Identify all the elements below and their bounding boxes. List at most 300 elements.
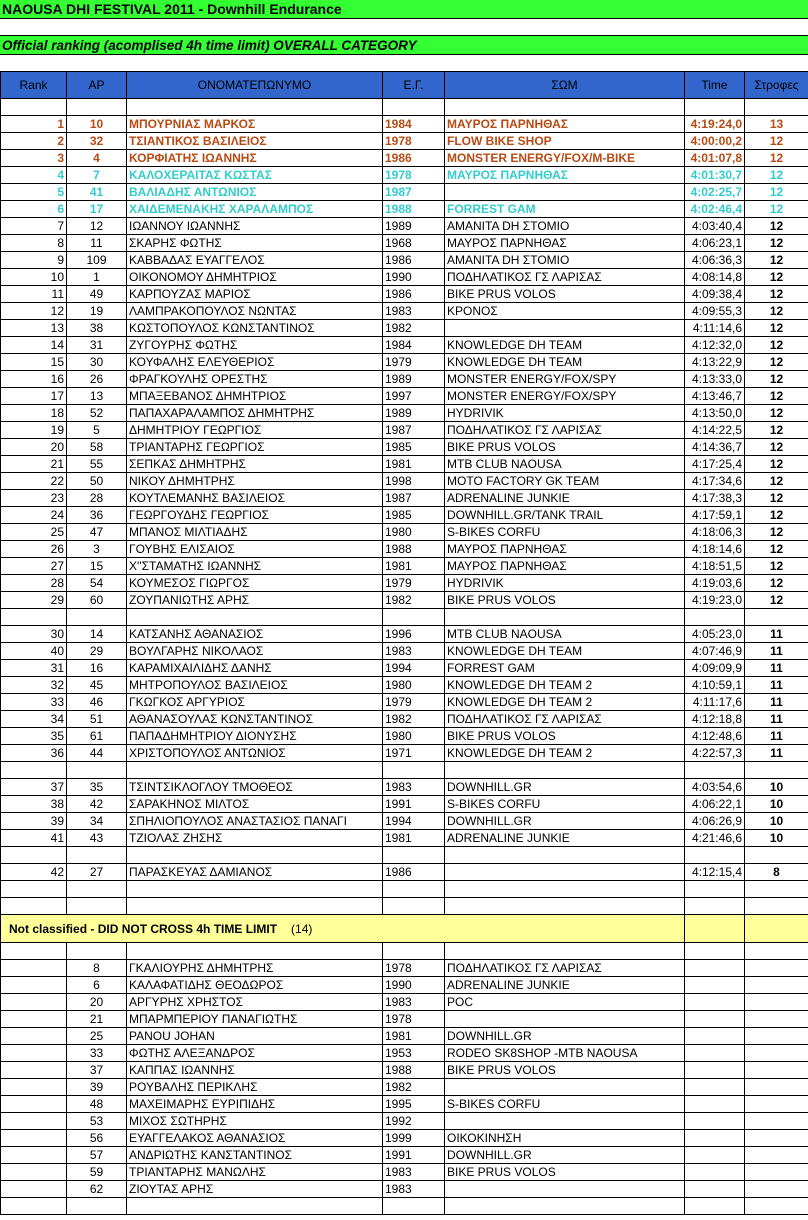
empty-cell	[383, 1198, 445, 1215]
table-row	[1, 660, 808, 677]
name-cell: ΣΚΑΡΗΣ ΦΩΤΗΣ	[127, 235, 383, 252]
empty-cell	[745, 898, 808, 915]
table-row	[1, 439, 808, 456]
number-cell: 55	[67, 456, 127, 473]
table-row	[1, 1028, 808, 1045]
laps-cell: 12	[745, 558, 808, 575]
number-cell: 30	[67, 354, 127, 371]
rank-cell: 3	[1, 150, 67, 167]
empty-cell	[383, 881, 445, 898]
name-cell: ΡΟΥΒΑΛΗΣ ΠΕΡΙΚΛΗΣ	[127, 1079, 383, 1096]
table-row	[1, 422, 808, 439]
table-row	[1, 218, 808, 235]
empty-cell	[127, 847, 383, 864]
time-cell: 4:17:38,3	[685, 490, 745, 507]
table-row	[1, 541, 808, 558]
rank-cell: 29	[1, 592, 67, 609]
number-cell: 34	[67, 813, 127, 830]
table-row	[1, 813, 808, 830]
team-cell: ΜΑΥΡΟΣ ΠΑΡΝΗΘΑΣ	[445, 235, 685, 252]
number-cell: 37	[67, 1062, 127, 1079]
rank-cell: 19	[1, 422, 67, 439]
rank-cell: 40	[1, 643, 67, 660]
name-cell: ΚΟΥΦΑΛΗΣ ΕΛΕΥΘΕΡΙΟΣ	[127, 354, 383, 371]
laps-cell: 12	[745, 371, 808, 388]
laps-cell: 12	[745, 286, 808, 303]
name-cell: ΦΩΤΗΣ ΑΛΕΞΑΝΔΡΟΣ	[127, 1045, 383, 1062]
name-cell: ΜΠΑΝΟΣ ΜΙΛΤΙΑΔΗΣ	[127, 524, 383, 541]
year-cell: 1981	[383, 558, 445, 575]
rank-cell	[1, 1164, 67, 1181]
laps-cell: 12	[745, 354, 808, 371]
empty-cell	[1, 943, 67, 960]
rank-cell: 11	[1, 286, 67, 303]
empty-cell	[745, 881, 808, 898]
number-cell: 48	[67, 1096, 127, 1113]
table-row	[1, 269, 808, 286]
time-cell: 4:13:22,9	[685, 354, 745, 371]
laps-cell: 11	[745, 728, 808, 745]
laps-cell: 12	[745, 473, 808, 490]
year-cell: 1982	[383, 320, 445, 337]
table-row	[1, 167, 808, 184]
rank-cell: 5	[1, 184, 67, 201]
year-cell: 1991	[383, 796, 445, 813]
rank-cell: 37	[1, 779, 67, 796]
number-cell: 7	[67, 167, 127, 184]
laps-cell	[745, 1130, 808, 1147]
team-cell: POC	[445, 994, 685, 1011]
rank-cell: 9	[1, 252, 67, 269]
name-cell: ΜΑΧΕΙΜΑΡΗΣ ΕΥΡΙΠΙΔΗΣ	[127, 1096, 383, 1113]
rank-cell: 17	[1, 388, 67, 405]
time-cell: 4:17:25,4	[685, 456, 745, 473]
rank-cell: 30	[1, 626, 67, 643]
team-cell: MOTO FACTORY GK TEAM	[445, 473, 685, 490]
team-cell	[445, 184, 685, 201]
empty-cell	[1, 847, 67, 864]
header-year: Ε.Γ.	[383, 72, 445, 99]
table-row	[1, 252, 808, 269]
table-row	[1, 994, 808, 1011]
page-subtitle: Official ranking (acomplised 4h time limit) OVERALL CATEGORY	[0, 35, 808, 55]
empty-cell	[1, 762, 67, 779]
name-cell: ΦΡΑΓΚΟΥΛΗΣ ΟΡΕΣΤΗΣ	[127, 371, 383, 388]
name-cell: ΚΑΛΑΦΑΤΙΔΗΣ ΘΕΟΔΩΡΟΣ	[127, 977, 383, 994]
name-cell: ΣΑΡΑΚΗΝΟΣ ΜΙΛΤΟΣ	[127, 796, 383, 813]
year-cell: 1988	[383, 1062, 445, 1079]
rank-cell: 10	[1, 269, 67, 286]
table-row	[1, 779, 808, 796]
number-cell: 45	[67, 677, 127, 694]
number-cell: 50	[67, 473, 127, 490]
team-cell: MONSTER ENERGY/FOX/SPY	[445, 371, 685, 388]
name-cell: ΣΕΠΚΑΣ ΔΗΜΗΤΡΗΣ	[127, 456, 383, 473]
laps-cell: 11	[745, 711, 808, 728]
laps-cell: 10	[745, 796, 808, 813]
year-cell: 1983	[383, 303, 445, 320]
name-cell: ΓΚΑΛΙΟΥΡΗΣ ΔΗΜΗΤΡΗΣ	[127, 960, 383, 977]
name-cell: ΑΡΓΥΡΗΣ ΧΡΗΣΤΟΣ	[127, 994, 383, 1011]
rank-cell: 25	[1, 524, 67, 541]
team-cell: KNOWLEDGE DH TEAM 2	[445, 745, 685, 762]
time-cell	[685, 1147, 745, 1164]
empty-cell	[745, 762, 808, 779]
table-row	[1, 1130, 808, 1147]
time-cell: 4:17:34,6	[685, 473, 745, 490]
rank-cell: 1	[1, 116, 67, 133]
table-row	[1, 558, 808, 575]
table-row	[1, 694, 808, 711]
time-cell	[685, 994, 745, 1011]
laps-cell: 10	[745, 830, 808, 847]
team-cell: RODEO SK8SHOP -MTB NAOUSA	[445, 1045, 685, 1062]
number-cell: 20	[67, 994, 127, 1011]
empty-cell	[67, 1198, 127, 1215]
laps-cell: 11	[745, 677, 808, 694]
empty-cell	[383, 943, 445, 960]
table-row	[1, 1062, 808, 1079]
number-cell: 27	[67, 864, 127, 881]
number-cell: 21	[67, 1011, 127, 1028]
number-cell: 17	[67, 201, 127, 218]
laps-cell: 12	[745, 150, 808, 167]
empty-cell	[445, 847, 685, 864]
empty-cell	[1, 898, 67, 915]
team-cell: DOWNHILL.GR	[445, 779, 685, 796]
number-cell: 26	[67, 371, 127, 388]
table-row	[1, 201, 808, 218]
team-cell: BIKE PRUS VOLOS	[445, 728, 685, 745]
rank-cell: 13	[1, 320, 67, 337]
year-cell: 1983	[383, 1164, 445, 1181]
empty-cell	[745, 847, 808, 864]
laps-cell: 11	[745, 660, 808, 677]
time-cell: 4:06:26,9	[685, 813, 745, 830]
laps-cell: 8	[745, 864, 808, 881]
name-cell: ΓΚΩΓΚΟΣ ΑΡΓΥΡΙΟΣ	[127, 694, 383, 711]
laps-cell: 12	[745, 269, 808, 286]
time-cell: 4:18:14,6	[685, 541, 745, 558]
name-cell: ΖΙΟΥΤΑΣ ΑΡΗΣ	[127, 1181, 383, 1198]
team-cell: ΑΜΑΝΙΤΑ DH ΣΤΟΜΙΟ	[445, 218, 685, 235]
year-cell: 1978	[383, 960, 445, 977]
rank-cell: 28	[1, 575, 67, 592]
table-row	[1, 1147, 808, 1164]
team-cell: HYDRIVIK	[445, 405, 685, 422]
rank-cell: 7	[1, 218, 67, 235]
year-cell: 1979	[383, 354, 445, 371]
year-cell: 1999	[383, 1130, 445, 1147]
laps-cell: 12	[745, 388, 808, 405]
table-row	[1, 1113, 808, 1130]
name-cell: ΧΡΙΣΤΟΠΟΥΛΟΣ ΑΝΤΩΝΙΟΣ	[127, 745, 383, 762]
rank-cell	[1, 1130, 67, 1147]
time-cell: 4:13:33,0	[685, 371, 745, 388]
name-cell: Χ''ΣΤΑΜΑΤΗΣ ΙΩΑΝΝΗΣ	[127, 558, 383, 575]
team-cell: ΠΟΔΗΛΑΤΙΚΟΣ ΓΣ ΛΑΡΙΣΑΣ	[445, 960, 685, 977]
table-row	[1, 677, 808, 694]
team-cell: BIKE PRUS VOLOS	[445, 1164, 685, 1181]
time-cell	[685, 1045, 745, 1062]
table-row	[1, 116, 808, 133]
team-cell: ΜΑΥΡΟΣ ΠΑΡΝΗΘΑΣ	[445, 116, 685, 133]
name-cell: ΚΟΡΦΙΑΤΗΣ ΙΩΑΝΝΗΣ	[127, 150, 383, 167]
year-cell: 1981	[383, 830, 445, 847]
name-cell: ΓΟΥΒΗΣ ΕΛΙΣΑΙΟΣ	[127, 541, 383, 558]
table-row	[1, 960, 808, 977]
time-cell: 4:13:50,0	[685, 405, 745, 422]
name-cell: ΝΙΚΟΥ ΔΗΜΗΤΡΗΣ	[127, 473, 383, 490]
table-row	[1, 592, 808, 609]
year-cell: 1979	[383, 694, 445, 711]
year-cell: 1986	[383, 286, 445, 303]
laps-cell	[745, 1096, 808, 1113]
team-cell: ΚΡΟΝΟΣ	[445, 303, 685, 320]
table-row	[1, 711, 808, 728]
laps-cell	[745, 1045, 808, 1062]
time-cell	[685, 1130, 745, 1147]
rank-cell: 33	[1, 694, 67, 711]
team-cell: KNOWLEDGE DH TEAM	[445, 643, 685, 660]
table-row	[1, 745, 808, 762]
rank-cell	[1, 1181, 67, 1198]
laps-cell: 12	[745, 184, 808, 201]
table-row	[1, 473, 808, 490]
time-cell: 4:00:00,2	[685, 133, 745, 150]
table-row	[1, 1096, 808, 1113]
rank-cell: 26	[1, 541, 67, 558]
year-cell: 1987	[383, 490, 445, 507]
empty-cell	[745, 1198, 808, 1215]
empty-cell	[445, 898, 685, 915]
table-row	[1, 235, 808, 252]
empty-row	[1, 943, 808, 960]
laps-cell: 13	[745, 116, 808, 133]
empty-cell	[445, 609, 685, 626]
empty-cell	[745, 943, 808, 960]
team-cell: BIKE PRUS VOLOS	[445, 439, 685, 456]
name-cell: ΚΟΥΜΕΣΟΣ ΓΙΩΡΓΟΣ	[127, 575, 383, 592]
name-cell: ΤΣΙΑΝΤΙΚΟΣ ΒΑΣΙΛΕΙΟΣ	[127, 133, 383, 150]
table-row	[1, 830, 808, 847]
empty-cell	[445, 99, 685, 116]
rank-cell	[1, 960, 67, 977]
number-cell: 12	[67, 218, 127, 235]
time-cell: 4:12:32,0	[685, 337, 745, 354]
empty-cell	[685, 609, 745, 626]
empty-cell	[127, 99, 383, 116]
year-cell: 1983	[383, 779, 445, 796]
table-row	[1, 728, 808, 745]
empty-cell	[383, 898, 445, 915]
year-cell: 1981	[383, 456, 445, 473]
table-row	[1, 337, 808, 354]
empty-cell	[745, 99, 808, 116]
empty-cell	[127, 609, 383, 626]
table-header	[1, 72, 808, 99]
time-cell: 4:05:23,0	[685, 626, 745, 643]
number-cell: 109	[67, 252, 127, 269]
time-cell: 4:14:22,5	[685, 422, 745, 439]
number-cell: 25	[67, 1028, 127, 1045]
empty-cell	[445, 1198, 685, 1215]
header-team: ΣΩΜ	[445, 72, 685, 99]
time-cell: 4:08:14,8	[685, 269, 745, 286]
rank-cell: 4	[1, 167, 67, 184]
rank-cell	[1, 1096, 67, 1113]
name-cell: ΚΩΣΤΟΠΟΥΛΟΣ ΚΩΝΣΤΑΝΤΙΝΟΣ	[127, 320, 383, 337]
laps-cell: 12	[745, 524, 808, 541]
rank-cell	[1, 977, 67, 994]
number-cell: 29	[67, 643, 127, 660]
year-cell: 1990	[383, 977, 445, 994]
number-cell: 43	[67, 830, 127, 847]
table-row	[1, 643, 808, 660]
rank-cell: 34	[1, 711, 67, 728]
name-cell: ΚΑΡΠΟΥΖΑΣ ΜΑΡΙΟΣ	[127, 286, 383, 303]
year-cell: 1997	[383, 388, 445, 405]
rank-cell: 24	[1, 507, 67, 524]
name-cell: ΣΠΗΛΙΟΠΟΥΛΟΣ ΑΝΑΣΤΑΣΙΟΣ ΠΑΝΑΓΙ	[127, 813, 383, 830]
year-cell: 1980	[383, 524, 445, 541]
name-cell: ΠΑΠΑΧΑΡΑΛΑΜΠΟΣ ΔΗΜΗΤΡΗΣ	[127, 405, 383, 422]
year-cell: 1971	[383, 745, 445, 762]
name-cell: ΚΟΥΤΛΕΜΑΝΗΣ ΒΑΣΙΛΕΙΟΣ	[127, 490, 383, 507]
team-cell: MONSTER ENERGY/FOX/M-BIKE	[445, 150, 685, 167]
year-cell: 1978	[383, 167, 445, 184]
laps-cell: 12	[745, 507, 808, 524]
rank-cell: 38	[1, 796, 67, 813]
time-cell: 4:11:17,6	[685, 694, 745, 711]
empty-cell	[127, 898, 383, 915]
laps-cell	[745, 1062, 808, 1079]
rank-cell: 6	[1, 201, 67, 218]
time-cell: 4:19:03,6	[685, 575, 745, 592]
number-cell: 54	[67, 575, 127, 592]
team-cell: S-BIKES CORFU	[445, 524, 685, 541]
time-cell: 4:06:23,1	[685, 235, 745, 252]
time-cell	[685, 1164, 745, 1181]
empty-cell	[1, 881, 67, 898]
number-cell: 59	[67, 1164, 127, 1181]
team-cell: FORREST GAM	[445, 201, 685, 218]
table-row	[1, 864, 808, 881]
table-row	[1, 133, 808, 150]
number-cell: 46	[67, 694, 127, 711]
year-cell: 1987	[383, 184, 445, 201]
empty-row	[1, 1198, 808, 1215]
team-cell: ΠΟΔΗΛΑΤΙΚΟΣ ΓΣ ΛΑΡΙΣΑΣ	[445, 269, 685, 286]
year-cell: 1984	[383, 116, 445, 133]
laps-cell: 12	[745, 167, 808, 184]
time-cell	[685, 960, 745, 977]
table-row	[1, 490, 808, 507]
rank-cell: 14	[1, 337, 67, 354]
team-cell: S-BIKES CORFU	[445, 796, 685, 813]
name-cell: ΔΗΜΗΤΡΙΟΥ ΓΕΩΡΓΙΟΣ	[127, 422, 383, 439]
time-cell: 4:11:14,6	[685, 320, 745, 337]
laps-cell	[745, 1011, 808, 1028]
year-cell: 1985	[383, 439, 445, 456]
time-cell: 4:22:57,3	[685, 745, 745, 762]
time-cell	[685, 1028, 745, 1045]
name-cell: ΓΕΩΡΓΟΥΔΗΣ ΓΕΩΡΓΙΟΣ	[127, 507, 383, 524]
year-cell: 1985	[383, 507, 445, 524]
empty-cell	[685, 881, 745, 898]
empty-row	[1, 881, 808, 898]
laps-cell: 11	[745, 745, 808, 762]
team-cell: KNOWLEDGE DH TEAM 2	[445, 694, 685, 711]
number-cell: 8	[67, 960, 127, 977]
table-row	[1, 184, 808, 201]
number-cell: 38	[67, 320, 127, 337]
empty-row	[1, 898, 808, 915]
year-cell: 1986	[383, 150, 445, 167]
number-cell: 49	[67, 286, 127, 303]
year-cell: 1981	[383, 1028, 445, 1045]
time-cell: 4:18:51,5	[685, 558, 745, 575]
team-cell: DOWNHILL.GR	[445, 1028, 685, 1045]
time-cell	[685, 977, 745, 994]
empty-cell	[685, 943, 745, 960]
empty-cell	[67, 99, 127, 116]
year-cell: 1986	[383, 864, 445, 881]
time-cell: 4:17:59,1	[685, 507, 745, 524]
time-cell: 4:09:09,9	[685, 660, 745, 677]
time-cell: 4:02:25,7	[685, 184, 745, 201]
team-cell: ΜΑΥΡΟΣ ΠΑΡΝΗΘΑΣ	[445, 541, 685, 558]
table-row	[1, 286, 808, 303]
number-cell: 3	[67, 541, 127, 558]
time-cell	[685, 1011, 745, 1028]
year-cell: 1990	[383, 269, 445, 286]
rank-cell: 35	[1, 728, 67, 745]
name-cell: ΚΑΡΑΜΙΧΑΙΛΙΔΗΣ ΔΑΝΗΣ	[127, 660, 383, 677]
team-cell: ΠΟΔΗΛΑΤΙΚΟΣ ΓΣ ΛΑΡΙΣΑΣ	[445, 422, 685, 439]
rank-cell: 31	[1, 660, 67, 677]
name-cell: ΠΑΡΑΣΚΕΥΑΣ ΔΑΜΙΑΝΟΣ	[127, 864, 383, 881]
header-time: Time	[685, 72, 745, 99]
laps-cell: 10	[745, 779, 808, 796]
rank-cell: 23	[1, 490, 67, 507]
year-cell: 1987	[383, 422, 445, 439]
empty-cell	[67, 762, 127, 779]
time-cell: 4:14:36,7	[685, 439, 745, 456]
time-cell	[685, 1113, 745, 1130]
time-cell: 4:12:48,6	[685, 728, 745, 745]
rank-cell: 2	[1, 133, 67, 150]
empty-cell	[685, 847, 745, 864]
name-cell: PANOU JOHAN	[127, 1028, 383, 1045]
team-cell: HYDRIVIK	[445, 575, 685, 592]
empty-cell	[67, 847, 127, 864]
laps-cell: 12	[745, 490, 808, 507]
laps-cell	[745, 1028, 808, 1045]
time-cell: 4:06:36,3	[685, 252, 745, 269]
year-cell: 1983	[383, 1181, 445, 1198]
name-cell: ΠΑΠΑΔΗΜΗΤΡΙΟΥ ΔΙΟΝΥΣΗΣ	[127, 728, 383, 745]
empty-cell	[383, 99, 445, 116]
team-cell: DOWNHILL.GR	[445, 1147, 685, 1164]
table-row	[1, 405, 808, 422]
team-cell	[445, 1079, 685, 1096]
name-cell: ΖΥΓΟΥΡΗΣ ΦΩΤΗΣ	[127, 337, 383, 354]
rank-cell: 16	[1, 371, 67, 388]
year-cell: 1988	[383, 201, 445, 218]
year-cell: 1982	[383, 711, 445, 728]
year-cell: 1996	[383, 626, 445, 643]
